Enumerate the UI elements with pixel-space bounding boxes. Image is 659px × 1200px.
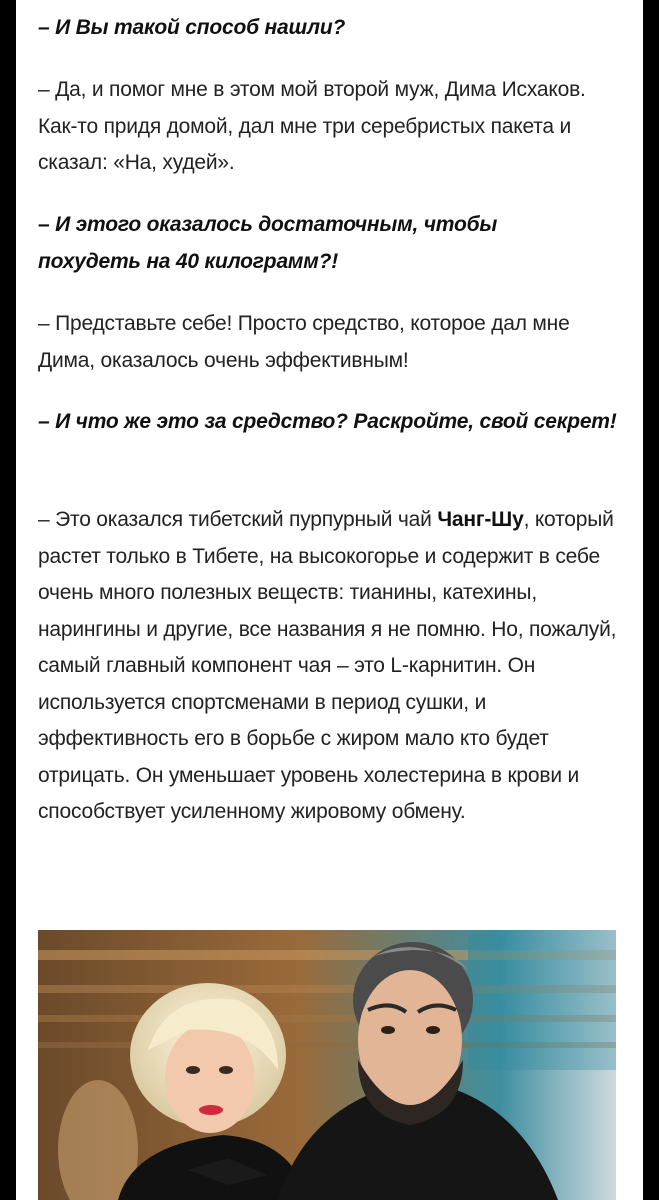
- answer-3-prefix: – Это оказался тибетский пурпурный чай: [38, 508, 438, 531]
- photo-illustration: [38, 930, 616, 1200]
- answer-3: [38, 502, 624, 831]
- question-3: – И что же это за средство? Раскройте, свой секрет!: [38, 410, 617, 433]
- answer-2: – Представьте себе! Просто средство, которое дал мне Дима, оказалось очень эффективным!: [38, 312, 570, 372]
- tea-name: Чанг-Шу: [437, 508, 524, 531]
- question-2: – И этого оказалось достаточным, чтобы похудеть на 40 килограмм?!: [38, 213, 498, 273]
- article-page: [16, 0, 643, 1200]
- couple-photo: [38, 930, 616, 1200]
- question-1: – И Вы такой способ нашли?: [38, 16, 346, 39]
- woman-face: [165, 1023, 255, 1133]
- answer-1: – Да, и помог мне в этом мой второй муж, Дима Исхаков. Как-то придя домой, дал мне три серебристых пакета и сказал: «На, худей».: [38, 78, 586, 174]
- answer-3-rest: , который растет только в Тибете, на высокогорье и содержит в себе очень много полезных веществ: тианины, катехины, нарингины и другие, все названия я не помню. Но, пожалуй, самый главный компонент чая – это L-карнитин. Он используется спортсменами в период сушки, и эффективность его в борьбе с жиром мало кто будет отрицать. Он уменьшает уровень холестерина в крови и способствует усиленному жировому обмену.: [38, 508, 617, 823]
